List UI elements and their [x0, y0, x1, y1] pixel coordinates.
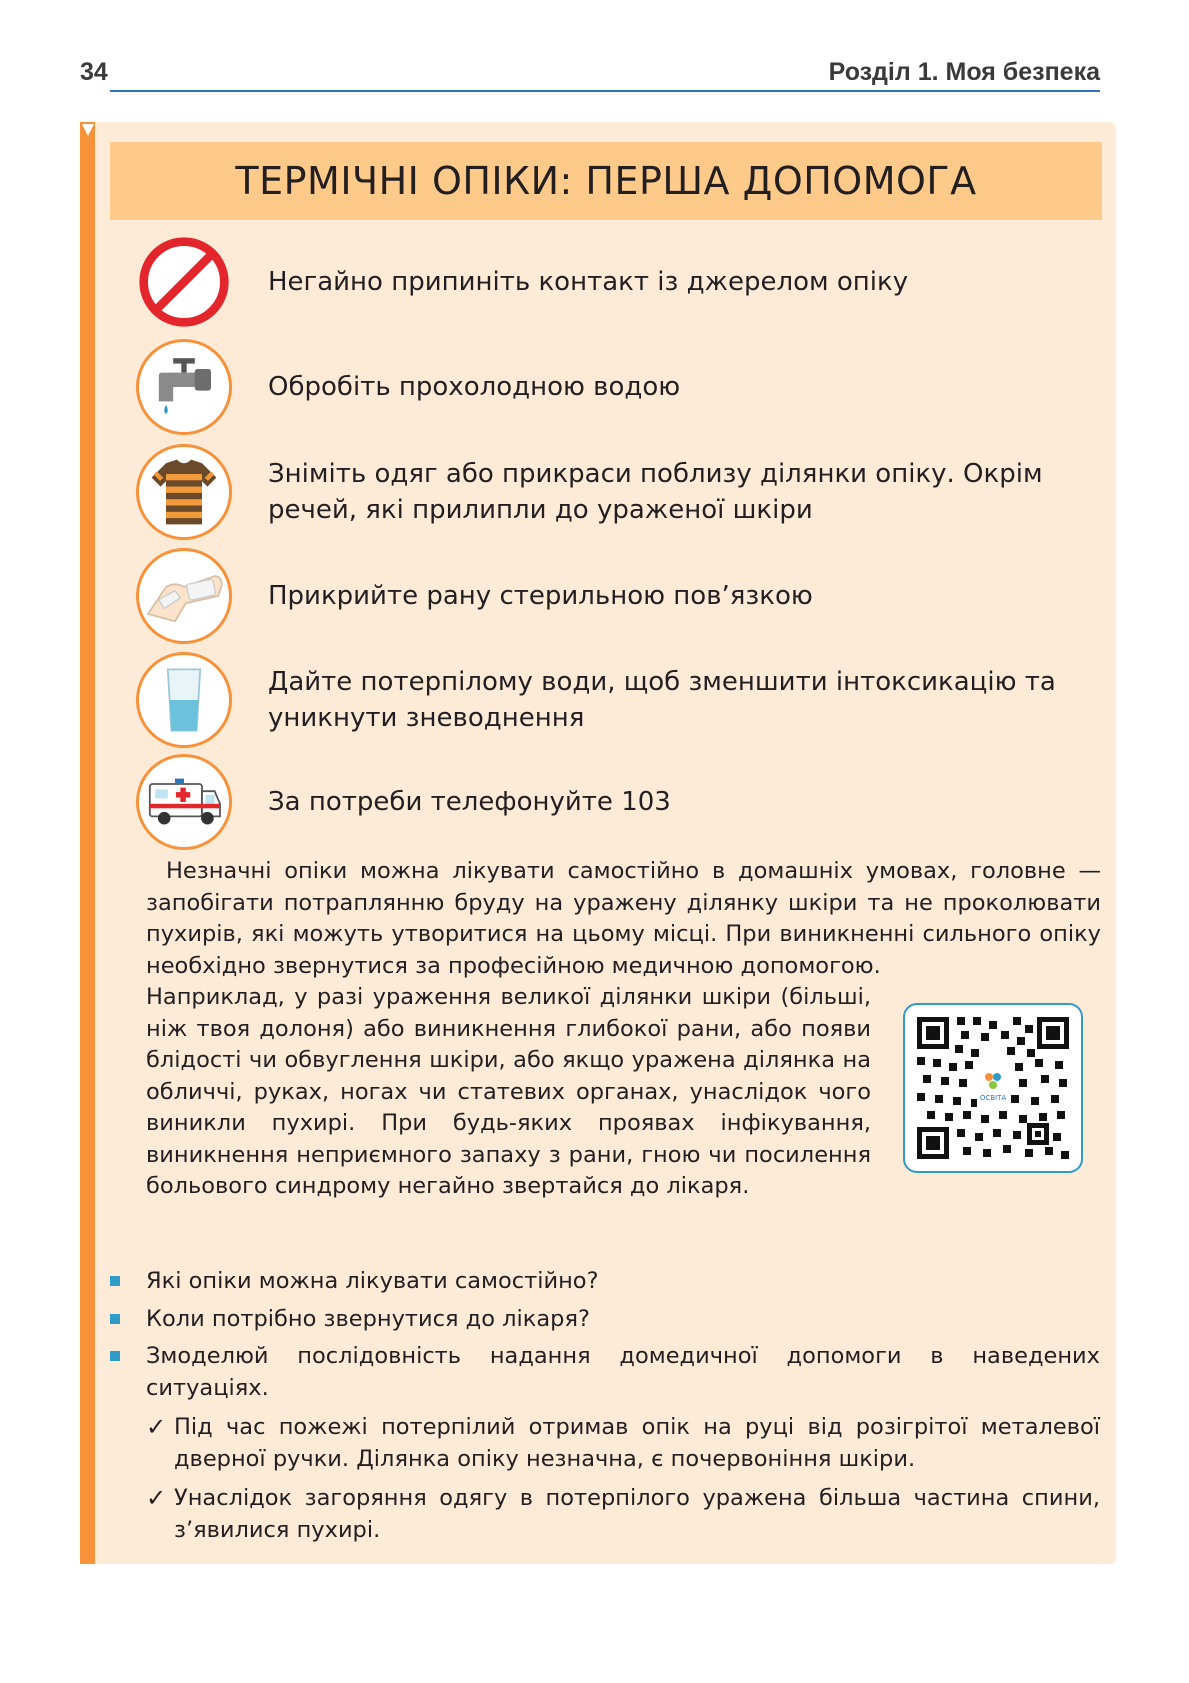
- step-text: Обробіть прохолодною водою: [268, 372, 681, 402]
- qr-logo-text: ОСВІТА: [979, 1094, 1007, 1102]
- list-item: [110, 1266, 1100, 1298]
- page-header: [80, 58, 1100, 94]
- water-tap-icon: [136, 339, 232, 435]
- paragraph-top: Незначні опіки можна лікувати самостійно в домашніх умовах, головне — запобігати потраплянню бруду на уражену ділянку шкіри та не проколювати пухирів, які можуть утворитися на цьому місці. При виникненні сильного опіку необхідно звернутися за професійною медичною допомогою.: [146, 858, 1101, 979]
- panel-accent-stripe: [80, 122, 95, 1564]
- bullet-square-icon: [110, 1276, 120, 1286]
- water-glass-icon: [136, 652, 232, 748]
- step-text: За потреби телефонуйте 103: [268, 787, 671, 817]
- step-text: Прикрийте рану стерильною пов’язкою: [268, 581, 813, 611]
- step-item: [136, 234, 1076, 334]
- step-item: [136, 339, 1076, 435]
- banner-title: ТЕРМІЧНІ ОПІКИ: ПЕРША ДОПОМОГА: [235, 159, 977, 203]
- situation-text: Унаслідок загоряння одягу в потерпілого уражена більша частина спини, з’явилися пухирі.: [174, 1485, 1100, 1543]
- checkmark-icon: ✓: [146, 1484, 167, 1512]
- situation-item: [110, 1412, 1100, 1475]
- list-item: [110, 1341, 1100, 1404]
- step-text: Негайно припиніть контакт із джерелом опіку: [268, 267, 909, 297]
- bandaged-arm-icon: [136, 548, 232, 644]
- question-text: Змоделюй послідовність надання домедичної допомоги в наведених ситуаціях.: [146, 1343, 1100, 1401]
- stripe-notch: [82, 124, 94, 136]
- list-item: [110, 1304, 1100, 1336]
- prohibition-icon: [136, 234, 232, 330]
- checkmark-icon: ✓: [146, 1413, 167, 1441]
- step-item: [136, 754, 1076, 850]
- step-text: Зніміть одяг або прикраси поблизу ділянки опіку. Окрім речей, які прилипли до ураженої шкіри: [268, 459, 1043, 525]
- section-title: Розділ 1. Моя безпека: [828, 58, 1100, 86]
- step-item: [136, 444, 1076, 540]
- shirt-icon: [136, 444, 232, 540]
- question-text: Коли потрібно звернутися до лікаря?: [146, 1305, 590, 1332]
- bullet-square-icon: [110, 1351, 120, 1361]
- step-text: Дайте потерпілому води, щоб зменшити інтоксикацію та уникнути зневоднення: [268, 667, 1056, 733]
- situation-item: [110, 1483, 1100, 1546]
- step-item: [136, 548, 1076, 644]
- body-paragraph-continued: Наприклад, у разі ураження великої ділянки шкіри (більші, ніж твоя долоня) або виникнення глибокої рани, або появи блідості чи обвуглення шкіри, або якщо уражена ділянка на обличчі, руках, ногах чи статевих органах, унаслідок чого виникли пухирі. При будь-яких проявах інфікування, виникнення неприємного запаху з рани, гною чи посилення больового синдрому негайно звертайся до лікаря.: [146, 984, 871, 1199]
- qr-code-icon: [915, 1015, 1071, 1161]
- qr-code-frame[interactable]: [903, 1003, 1083, 1173]
- questions-list: [110, 1266, 1100, 1554]
- body-paragraph: [146, 856, 1101, 982]
- ambulance-icon: [136, 754, 232, 850]
- page-number: 34: [80, 58, 108, 86]
- header-rule: [110, 90, 1100, 92]
- step-item: [136, 652, 1076, 748]
- question-text: Які опіки можна лікувати самостійно?: [146, 1268, 599, 1294]
- title-banner: [110, 142, 1102, 220]
- bullet-square-icon: [110, 1314, 120, 1324]
- situation-text: Під час пожежі потерпілий отримав опік на руці від розігрітої металевої дверної ручки. Ділянка опіку незначна, є почервоніння шкіри.: [174, 1414, 1100, 1472]
